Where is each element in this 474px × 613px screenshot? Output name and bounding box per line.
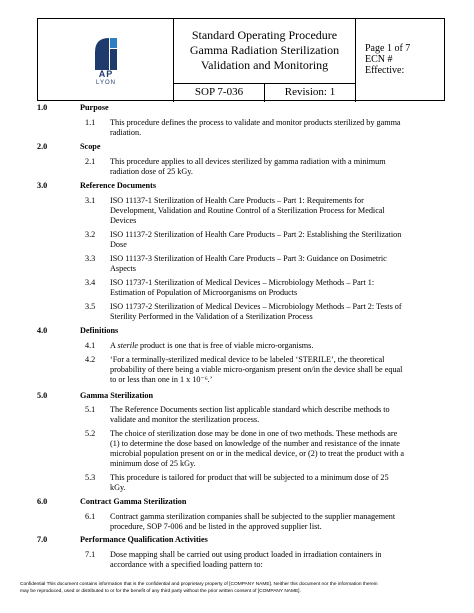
text-line: Sterility Performed in the Validation of a Sterilization Process xyxy=(110,312,313,321)
text-line: The Reference Documents section list applicable standard which describe methods to xyxy=(110,405,390,414)
section-number: 4.0 xyxy=(37,326,48,335)
text-line: Estimation of Population of Microorganisms on Products xyxy=(110,288,298,297)
section-title: Scope xyxy=(80,142,101,151)
footer-line: Confidential This document contains information that is the confidential and proprietary property of [COMPANY NAME]. Neither this document nor the information therein xyxy=(20,582,378,587)
document-header xyxy=(37,18,445,101)
section-title: Performance Qualification Activities xyxy=(80,535,208,544)
text-line: This procedure applies to all devices sterilized by gamma radiation with a minimum xyxy=(110,157,386,166)
item-text xyxy=(110,118,420,138)
text-line: radiation. xyxy=(110,128,142,137)
section-number: 2.0 xyxy=(37,142,48,151)
text-line: Dose xyxy=(110,240,127,249)
item-text xyxy=(110,157,420,177)
item-text xyxy=(110,302,420,322)
item-text xyxy=(110,196,420,226)
text-line: The choice of sterilization dose may be done in one of two methods. These methods are xyxy=(110,429,398,438)
text-line: This procedure is tailored for product that will be subjected to a minimum dose of 25 xyxy=(110,473,389,482)
logo-wordmark: AP xyxy=(98,69,114,79)
text-line: ISO 11137-2 Sterilization of Health Care Products – Part 2: Establishing the Sterilization xyxy=(110,230,402,239)
text-line: Aspects xyxy=(110,264,136,273)
section-number: 7.0 xyxy=(37,535,48,544)
text-line: Contract gamma sterilization companies shall be subjected to the supplier management xyxy=(110,512,396,521)
text-line: probability of there being a viable micro-organism present on/in the device shall be equal xyxy=(110,365,403,374)
item-number: 4.2 xyxy=(85,355,96,364)
item-text xyxy=(110,254,420,274)
item-text xyxy=(110,512,420,532)
page-number: Page 1 of 7 xyxy=(365,43,411,54)
text-line: ISO 11737-2 Sterilization of Medical Devices – Microbiology Methods – Part 2: Tests of xyxy=(110,302,402,311)
text-line: ‘For a terminally-sterilized medical device to be labeled ‘STERILE’, the theoretical xyxy=(110,355,385,364)
item-text xyxy=(110,473,420,493)
item-number: 3.4 xyxy=(85,278,96,287)
text-line: A sterile product is one that is free of viable micro-organisms. xyxy=(110,341,314,350)
title-line: Validation and Monitoring xyxy=(200,58,329,72)
section-title: Gamma Sterilization xyxy=(80,391,153,400)
item-number: 3.1 xyxy=(85,196,96,205)
text-line: microbial population present on or in the medical device, or (2) to treat the product with a xyxy=(110,449,404,458)
text-line: accordance with a specified loading pattern to: xyxy=(110,560,263,569)
section-title: Contract Gamma Sterilization xyxy=(80,497,187,506)
text-line: minimum dose of 25 kGy. xyxy=(110,459,196,468)
text-line: Devices xyxy=(110,216,137,225)
section-number: 6.0 xyxy=(37,497,48,506)
text-line: ISO 11137-1 Sterilization of Health Care Products – Part 1: Requirements for xyxy=(110,196,364,205)
item-number: 2.1 xyxy=(85,157,96,166)
item-number: 3.2 xyxy=(85,230,96,239)
footer-line: may be reproduced, used or distributed to or for the benefit of any third party without the prior written consent of [COMPANY NAME]. xyxy=(20,589,301,594)
item-text xyxy=(110,341,420,351)
title-line: Gamma Radiation Sterilization xyxy=(189,43,340,57)
text-line: kGy. xyxy=(110,483,126,492)
text-line: (1) to determine the dose based on knowledge of the number and resistance of the innate xyxy=(110,439,400,448)
item-text xyxy=(110,429,420,469)
text-line: This procedure defines the process to validate and monitor products sterilized by gamma xyxy=(110,118,401,127)
item-text xyxy=(110,550,420,570)
text-line: procedure, SOP 7-006 and be listed in the approved supplier list. xyxy=(110,522,322,531)
ecn-number: ECN # xyxy=(365,54,393,65)
item-number: 5.3 xyxy=(85,473,96,482)
item-number: 3.5 xyxy=(85,302,96,311)
item-number: 3.3 xyxy=(85,254,96,263)
section-number: 3.0 xyxy=(37,181,48,190)
confidentiality-footer xyxy=(20,581,454,595)
revision-number: Revision: 1 xyxy=(265,84,356,102)
text-line: radiation dose of 25 kGy. xyxy=(110,167,193,176)
text-line: validate and monitor the sterilization process. xyxy=(110,415,260,424)
sop-number: SOP 7-036 xyxy=(174,84,265,102)
item-number: 1.1 xyxy=(85,118,96,127)
item-text xyxy=(110,230,420,250)
logo-cell xyxy=(38,19,174,102)
text-line: Dose mapping shall be carried out using product loaded in irradiation containers in xyxy=(110,550,382,559)
item-text xyxy=(110,405,420,425)
company-logo-icon xyxy=(93,36,118,70)
item-text xyxy=(110,278,420,298)
text-line: ISO 11137-3 Sterilization of Health Care Products – Part 3: Guidance on Dosimetric xyxy=(110,254,387,263)
document-title xyxy=(174,19,356,84)
item-text xyxy=(110,355,420,385)
logo-subtext: LYON xyxy=(96,80,116,86)
item-number: 5.1 xyxy=(85,405,96,414)
text-line: to or less than one in 1 x 10⁻⁶.’ xyxy=(110,375,213,384)
item-number: 6.1 xyxy=(85,512,96,521)
text-line: ISO 11737-1 Sterilization of Medical Devices – Microbiology Methods – Part 1: xyxy=(110,278,375,287)
section-number: 5.0 xyxy=(37,391,48,400)
item-number: 4.1 xyxy=(85,341,96,350)
document-info xyxy=(356,19,445,102)
section-title: Reference Documents xyxy=(80,181,157,190)
section-title: Purpose xyxy=(80,103,109,112)
section-title: Definitions xyxy=(80,326,119,335)
text-line: Development, Validation and Routine Control of a Sterilization Process for Medical xyxy=(110,206,385,215)
item-number: 7.1 xyxy=(85,550,96,559)
title-line: Standard Operating Procedure xyxy=(191,28,338,42)
section-number: 1.0 xyxy=(37,103,48,112)
item-number: 5.2 xyxy=(85,429,96,438)
effective-date: Effective: xyxy=(365,65,405,76)
